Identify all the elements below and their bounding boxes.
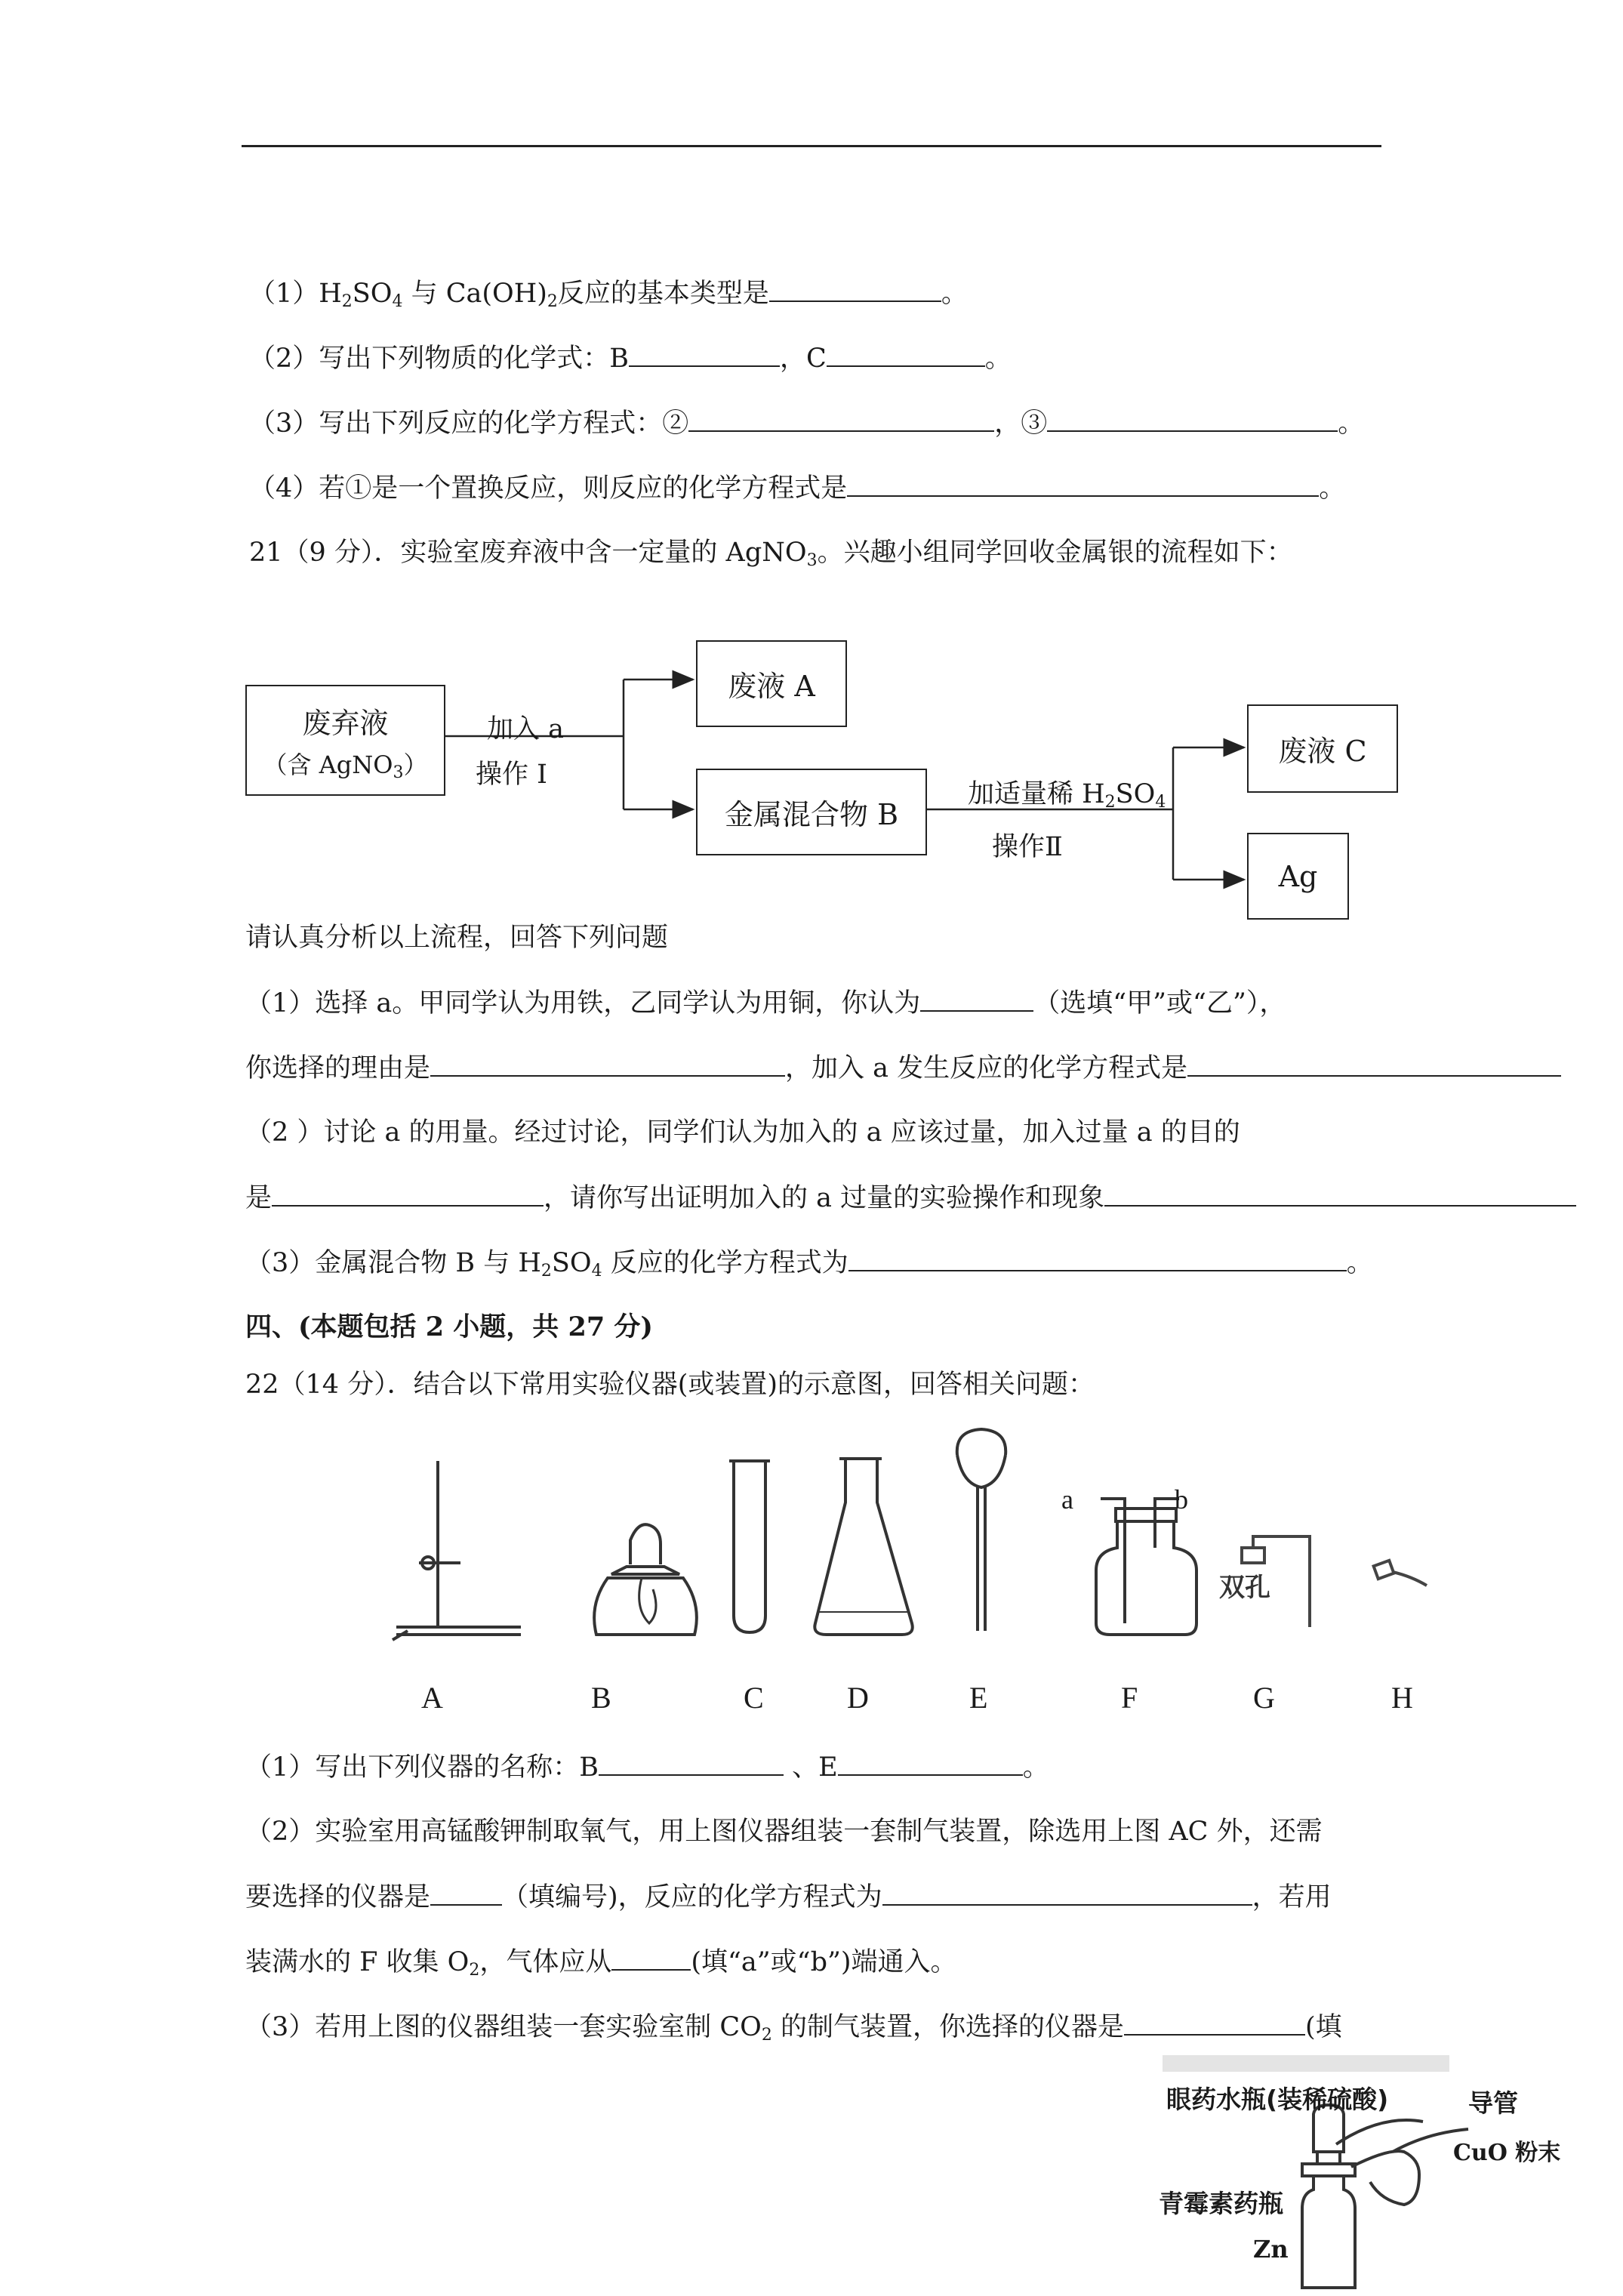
label-f: F [1121, 1681, 1138, 1715]
label-penicillin: 青霉素药瓶 [1159, 2189, 1283, 2218]
label-tube: 导管 [1468, 2088, 1518, 2118]
q22-p3: （3）若用上图的仪器组装一套实验室制 $CO_2$ 的制气装置，你选择的仪器是 (填 [245, 2010, 1342, 2044]
flow-box-waste-a: 废液 A [696, 640, 847, 727]
q22-p1: （1）写出下列仪器的名称：B 、E 。 [245, 1750, 1049, 1784]
q21-intro: 21（9 分）．实验室废弃液中含一定量的 AgNO$_3$。兴趣小组同学回收金属银的流程如下： [249, 538, 1293, 570]
q21-p1-line2: 你选择的理由是 ，加入 a 发生反应的化学方程式是 [245, 1051, 1561, 1085]
q21-p2-line2: 是 ，请你写出证明加入的 a 过量的实验操作和现象 [245, 1181, 1576, 1215]
q22-p2-line2: 要选择的仪器是 （填编号)，反应的化学方程式为 ，若用 [245, 1880, 1332, 1914]
label-zn: Zn [1253, 2235, 1289, 2264]
flow-box-metal-b: 金属混合物 B [696, 769, 927, 855]
port-b-label: b [1175, 1484, 1188, 1515]
flow-add-acid: 加适量稀 $H_2SO_4$ [968, 779, 1166, 812]
label-e: E [969, 1681, 988, 1715]
flow-op2: 操作Ⅱ [992, 832, 1063, 862]
q20-line-2: （2）写出下列物质的化学式：B ，C 。 [249, 341, 1012, 375]
label-g: G [1253, 1681, 1275, 1715]
flow-box-ag: Ag [1247, 833, 1349, 920]
g-stopper-text: 双孔 [1219, 1573, 1270, 1603]
port-a-label: a [1061, 1484, 1073, 1515]
q22-p2-line3: 装满水的 F 收集 $O_2$，气体应从 (填“a”或“b”)端通入。 [245, 1945, 957, 1979]
q21-prompt: 请认真分析以上流程，回答下列问题 [245, 923, 669, 953]
label-b: B [591, 1681, 611, 1715]
q20-line-4: （4）若①是一个置换反应，则反应的化学方程式是 。 [249, 471, 1345, 505]
q21-p3: （3）金属混合物 B 与 $H_2SO_4$ 反应的化学方程式为 。 [245, 1246, 1373, 1280]
flow-add-a: 加入 a [487, 714, 564, 744]
label-c: C [744, 1681, 764, 1715]
label-a: A [421, 1681, 443, 1715]
q20-line-1: $(1)H_2SO_4$ 与 $Ca(OH)_2$反应的基本类型是 。 [249, 276, 968, 310]
flow-waste-sub: （含 AgNO$_3$） [263, 750, 428, 782]
q21-p1-line1: （1）选择 a。甲同学认为用铁，乙同学认为用铜，你认为 （选填“甲”或“乙”）， [245, 986, 1286, 1020]
flow-box-waste-c: 废液 C [1247, 704, 1398, 793]
flow-waste-title: 废弃液 [302, 707, 389, 740]
label-d: D [847, 1681, 869, 1715]
label-eye-bottle: 眼药水瓶(装稀硫酸) [1166, 2085, 1389, 2114]
label-h: H [1391, 1681, 1413, 1715]
q21-p2-line1: （2 ）讨论 a 的用量。经过讨论，同学们认为加入的 a 应该过量，加入过量 a 的目的 [245, 1117, 1240, 1148]
flow-op1: 操作 I [476, 760, 547, 790]
q20-line-3: （3）写出下列反应的化学方程式：② ，③ 。 [249, 406, 1364, 440]
q22-p2-line1: （2）实验室用高锰酸钾制取氧气，用上图仪器组装一套制气装置，除选用上图 AC 外，还需 [245, 1817, 1323, 1847]
label-cuo: CuO 粉末 [1453, 2140, 1561, 2166]
q22-intro: 22（14 分）．结合以下常用实验仪器(或装置)的示意图，回答相关问题： [245, 1370, 1095, 1400]
section-4-heading: 四、(本题包括 2 小题，共 27 分) [245, 1311, 653, 1342]
